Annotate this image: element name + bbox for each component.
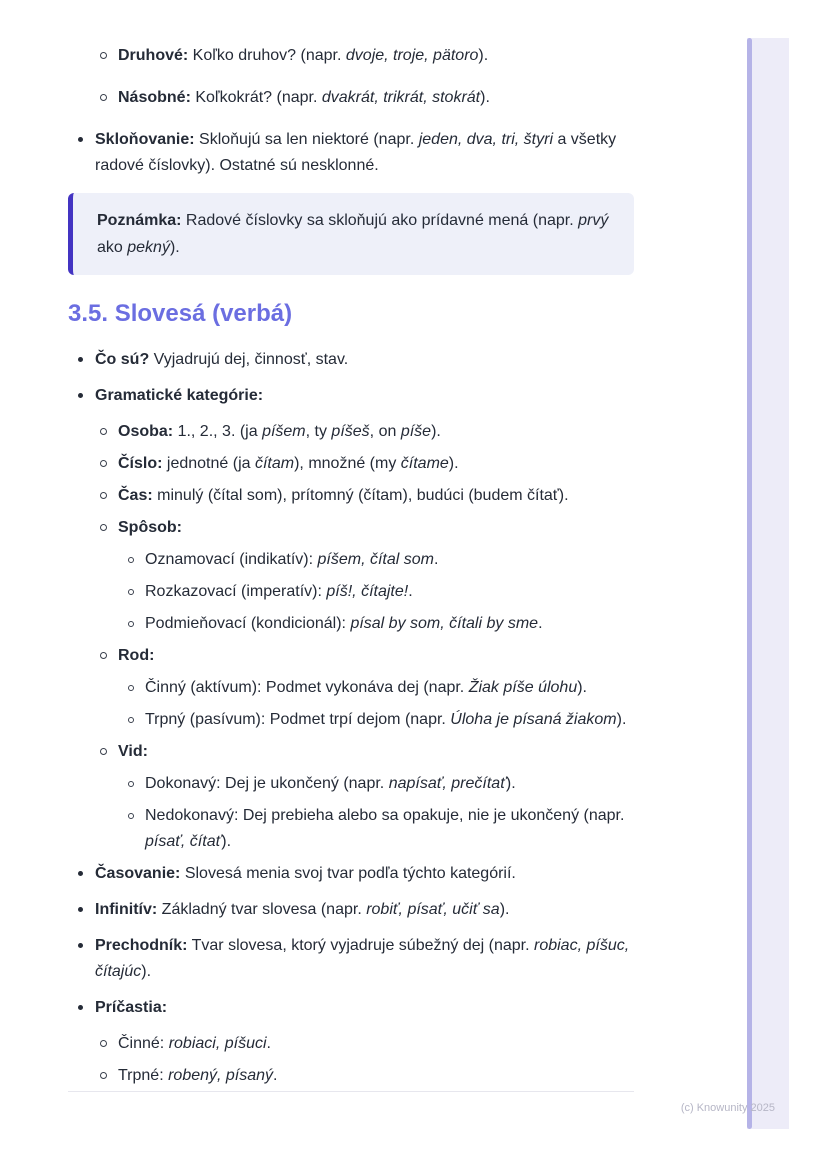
text-run: Slovesá menia svoj tvar podľa týchto kategórií. [180, 865, 516, 882]
term-label: Infinitív: [95, 901, 158, 918]
list-item [68, 933, 634, 985]
list-item [68, 675, 634, 701]
list-item [68, 1031, 634, 1057]
circle-bullet-icon [100, 492, 107, 499]
list-item [68, 739, 634, 765]
text-run: ), množné (my [294, 455, 401, 472]
text-run: . [538, 615, 543, 632]
example-run: dvoje, troje, pätoro [345, 47, 479, 64]
list-item [68, 643, 634, 669]
example-run: robiaci, píšuci [168, 1035, 267, 1052]
text-run: 1., 2., 3. (ja [173, 423, 263, 440]
term-label: Čo sú? [95, 351, 150, 368]
text-run: ). [480, 89, 490, 106]
circle-bullet-icon [100, 524, 107, 531]
circle-bullet-icon [128, 781, 134, 787]
example-run: pekný [127, 239, 170, 256]
scrollbar-track[interactable] [747, 38, 789, 1129]
section-heading: 3.5. Slovesá (verbá) [68, 300, 293, 327]
example-run: píše [400, 423, 432, 440]
text-run: jednotné (ja [162, 455, 255, 472]
text-run: Trpný (pasívum): Podmet trpí dejom (napr. [145, 711, 451, 728]
note-label: Poznámka: [97, 212, 182, 229]
bullet-icon [78, 907, 83, 912]
term-label: Osoba: [118, 423, 174, 440]
text-run: Trpné: [118, 1067, 169, 1084]
text-run: . [266, 1035, 271, 1052]
text-run: ). [431, 423, 441, 440]
numerals-list [68, 43, 634, 179]
text-run: ). [505, 775, 516, 792]
list-item [68, 803, 634, 855]
text-run: . [433, 551, 439, 568]
text-run: ako [97, 239, 128, 256]
example-run: Žiak píše úlohu [468, 679, 578, 696]
term-label: Časovanie: [95, 865, 181, 882]
text-run: Činné: [118, 1035, 169, 1052]
text-run: a všetky radové číslovky). Ostatné sú nesklonné. [95, 131, 617, 174]
circle-bullet-icon [100, 748, 107, 755]
bullet-icon [78, 393, 83, 398]
text-run: Vyjadrujú dej, činnosť, stav. [149, 351, 349, 368]
text-run: Nedokonavý: Dej prebieha alebo sa opakuje, nie je ukončený (napr. [145, 807, 625, 824]
circle-bullet-icon [128, 621, 134, 627]
example-run: čítame [400, 455, 449, 472]
list-item [68, 1063, 634, 1089]
example-run: píšem [262, 423, 306, 440]
circle-bullet-icon [128, 589, 134, 595]
text-run: ). [448, 455, 459, 472]
term-label: Príčastia: [95, 999, 168, 1016]
verbs-list [68, 347, 634, 1089]
content-column [68, 43, 634, 1095]
text-run: Podmieňovací (kondicionál): [145, 615, 351, 632]
text-run: Dokonavý: Dej je ukončený (napr. [145, 775, 389, 792]
example-run: jeden, dva, tri, štyri [418, 131, 553, 148]
text-run: Oznamovací (indikatív): [145, 551, 318, 568]
list-item [68, 85, 634, 111]
list-item [68, 771, 634, 797]
example-run: písať, čítať [145, 833, 222, 850]
example-run: píšem, čítal som [317, 551, 434, 568]
list-item [68, 995, 634, 1021]
text-run: Radové číslovky sa skloňujú ako prídavné mená (napr. [181, 212, 579, 229]
example-run: robiac, píšuc, čítajúc [95, 937, 630, 980]
list-item [68, 419, 634, 445]
text-run: . [273, 1067, 278, 1084]
term-label: Gramatické kategórie: [95, 387, 264, 404]
term-label: Vid: [118, 743, 148, 760]
text-run: ). [577, 679, 587, 696]
circle-bullet-icon [128, 717, 134, 723]
circle-bullet-icon [128, 685, 134, 691]
bullet-icon [78, 1005, 83, 1010]
example-run: napísať, prečítať [388, 775, 506, 792]
text-run: Tvar slovesa, ktorý vyjadruje súbežný dej (napr. [187, 937, 534, 954]
list-item [68, 451, 634, 477]
circle-bullet-icon [128, 557, 134, 563]
example-run: čítam [254, 455, 295, 472]
term-label: Prechodník: [95, 937, 188, 954]
list-item [68, 43, 634, 69]
text-run: ). [169, 239, 180, 256]
text-run: Koľkokrát? (napr. [190, 89, 322, 106]
scrollbar-thumb[interactable] [747, 38, 752, 1129]
list-item [68, 707, 634, 733]
list-item [68, 579, 634, 605]
term-label: Spôsob: [118, 519, 182, 536]
list-item [68, 483, 634, 509]
list-item [68, 611, 634, 637]
list-item [68, 127, 634, 179]
circle-bullet-icon [128, 813, 134, 819]
term-label: Číslo: [118, 455, 163, 472]
circle-bullet-icon [100, 460, 107, 467]
text-run: Činný (aktívum): Podmet vykonáva dej (napr. [145, 679, 469, 696]
circle-bullet-icon [100, 652, 107, 659]
circle-bullet-icon [100, 94, 107, 101]
circle-bullet-icon [100, 52, 107, 59]
text-run: ). [499, 901, 510, 918]
list-item [68, 547, 634, 573]
term-label: Násobné: [118, 89, 191, 106]
text-run: Základný tvar slovesa (napr. [157, 901, 367, 918]
circle-bullet-icon [100, 428, 107, 435]
circle-bullet-icon [100, 1072, 107, 1079]
bullet-icon [78, 137, 83, 142]
text-run: , on [369, 423, 401, 440]
divider [68, 1091, 634, 1092]
example-run: píšeš [331, 423, 370, 440]
bullet-icon [78, 943, 83, 948]
list-item [68, 897, 634, 923]
example-run: robiť, písať, učiť sa [366, 901, 500, 918]
text-run: ). [221, 833, 232, 850]
example-run: prvý [578, 212, 609, 229]
list-item [68, 347, 634, 373]
bullet-icon [78, 871, 83, 876]
list-item [68, 383, 634, 409]
bullet-icon [78, 357, 83, 362]
example-run: robený, písaný [168, 1067, 274, 1084]
term-label: Rod: [118, 647, 155, 664]
list-item [68, 515, 634, 541]
term-label: Druhové: [118, 47, 189, 64]
text-run: Rozkazovací (imperatív): [145, 583, 327, 600]
text-run: ). [478, 47, 489, 64]
text-run: Skloňujú sa len niektoré (napr. [194, 131, 419, 148]
text-run: . [408, 583, 413, 600]
term-label: Čas: [118, 487, 153, 504]
circle-bullet-icon [100, 1040, 107, 1047]
text-run: ). [141, 963, 152, 980]
example-run: písal by som, čítali by sme [350, 615, 539, 632]
list-item [68, 861, 634, 887]
footer-copyright: (c) Knowunity 2025 [680, 1102, 775, 1114]
text-run: , ty [305, 423, 332, 440]
text-run: Koľko druhov? (napr. [188, 47, 346, 64]
note-box [68, 193, 634, 275]
text-run: minulý (čítal som), prítomný (čítam), budúci (budem čítať). [152, 487, 569, 504]
term-label: Skloňovanie: [95, 131, 195, 148]
example-run: dvakrát, trikrát, stokrát [321, 89, 481, 106]
example-run: Úloha je písaná žiakom [450, 711, 617, 728]
example-run: píš!, čítajte! [326, 583, 409, 600]
text-run: ). [616, 711, 627, 728]
